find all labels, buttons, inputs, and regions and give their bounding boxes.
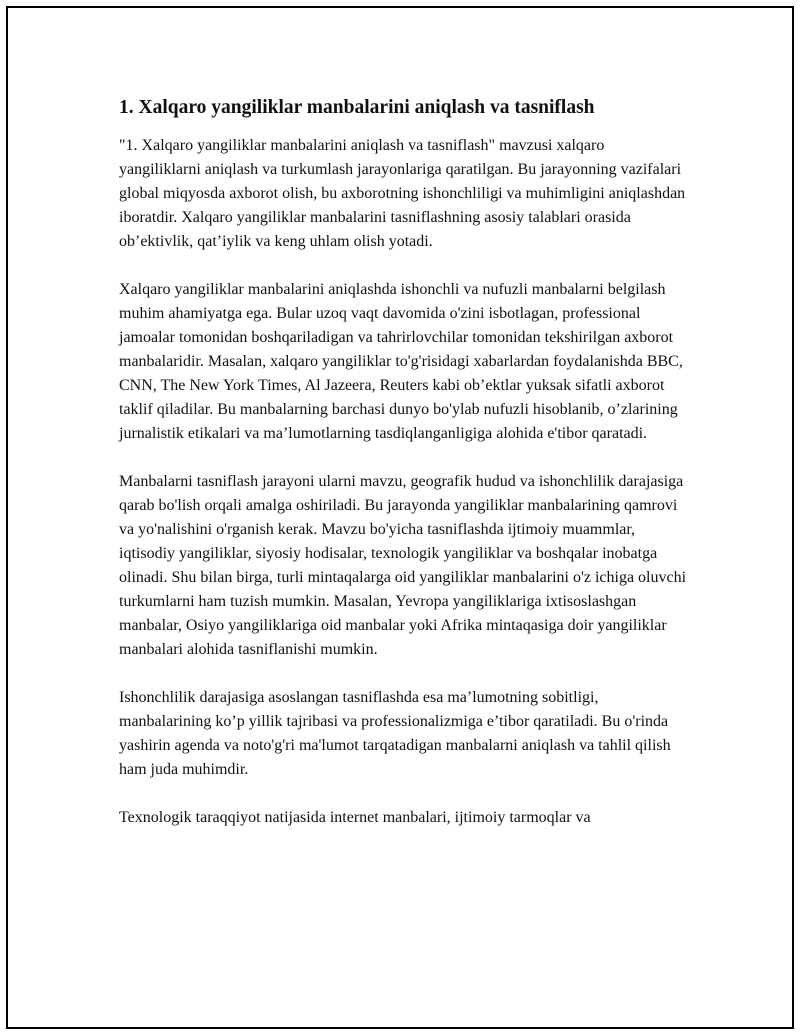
paragraph-technology: Texnologik taraqqiyot natijasida internet manbalari, ijtimoiy tarmoqlar va: [119, 809, 591, 826]
paragraph-classification: Manbalarni tasniflash jarayoni ularni mavzu, geografik hudud va ishonchlilik darajasiga qarab bo'lish orqali amalga oshiriladi. Bu jarayonda yangiliklar manbalarining qamrovi va yo'nalishini o'rganish kerak. Mavzu bo'yicha tasniflashda ijtimoiy muammlar, iqtisodiy yangiliklar, siyosiy hodisalar, texnologik yangiliklar va boshqalar inobatga olinadi. Shu bilan birga, turli mintaqalarga oid yangiliklar manbalarini o'z ichiga oluvchi turkumlarni ham tuzish mumkin. Masalan, Yevropa yangiliklariga ixtisoslashgan manbalar, Osiyo yangiliklariga oid manbalar yoki Afrika mintaqasiga doir yangiliklar manbalari alohida tasniflanishi mumkin.: [119, 473, 687, 658]
document-body: [119, 96, 689, 854]
paragraph-reliability: Ishonchlilik darajasiga asoslangan tasniflashda esa ma’lumotning sobitligi, manbalarining ko’p yillik tajribasi va professionalizmiga e’tibor qaratiladi. Bu o'rinda yashirin agenda va noto'g'ri ma'lumot tarqatadigan manbalarni aniqlash va tahlil qilish ham juda muhimdir.: [119, 689, 671, 778]
paragraph-intro: "1. Xalqaro yangiliklar manbalarini aniqlash va tasniflash" mavzusi xalqaro yangiliklarni aniqlash va turkumlash jarayonlariga qaratilgan. Bu jarayonning vazifalari global miqyosda axborot olish, bu axborotning ishonchliligi va muhimligini aniqlashdan iboratdir. Xalqaro yangiliklar manbalarini tasniflashning asosiy talablari orasida ob’ektivlik, qat’iylik va keng uhlam olish yotadi.: [119, 137, 686, 250]
document-title: 1. Xalqaro yangiliklar manbalarini aniqlash va tasniflash: [119, 97, 595, 118]
page-frame: [6, 6, 794, 1029]
paragraph-reliable-sources: Xalqaro yangiliklar manbalarini aniqlashda ishonchli va nufuzli manbalarni belgilash muhim ahamiyatga ega. Bular uzoq vaqt davomida o'zini isbotlagan, professional jamoalar tomonidan boshqariladigan va tahrirlovchilar tomonidan tekshirilgan axborot manbalaridir. Masalan, xalqaro yangiliklar to'g'risidagi xabarlardan foydalanishda BBC, CNN, The New York Times, Al Jazeera, Reuters kabi ob’ektlar yuksak sifatli axborot taklif qiladilar. Bu manbalarning barchasi dunyo bo'ylab nufuzli hisoblanib, o’zlarining jurnalistik etikalari va ma’lumotlarning tasdiqlanganligiga alohida e'tibor qaratadi.: [119, 281, 683, 442]
